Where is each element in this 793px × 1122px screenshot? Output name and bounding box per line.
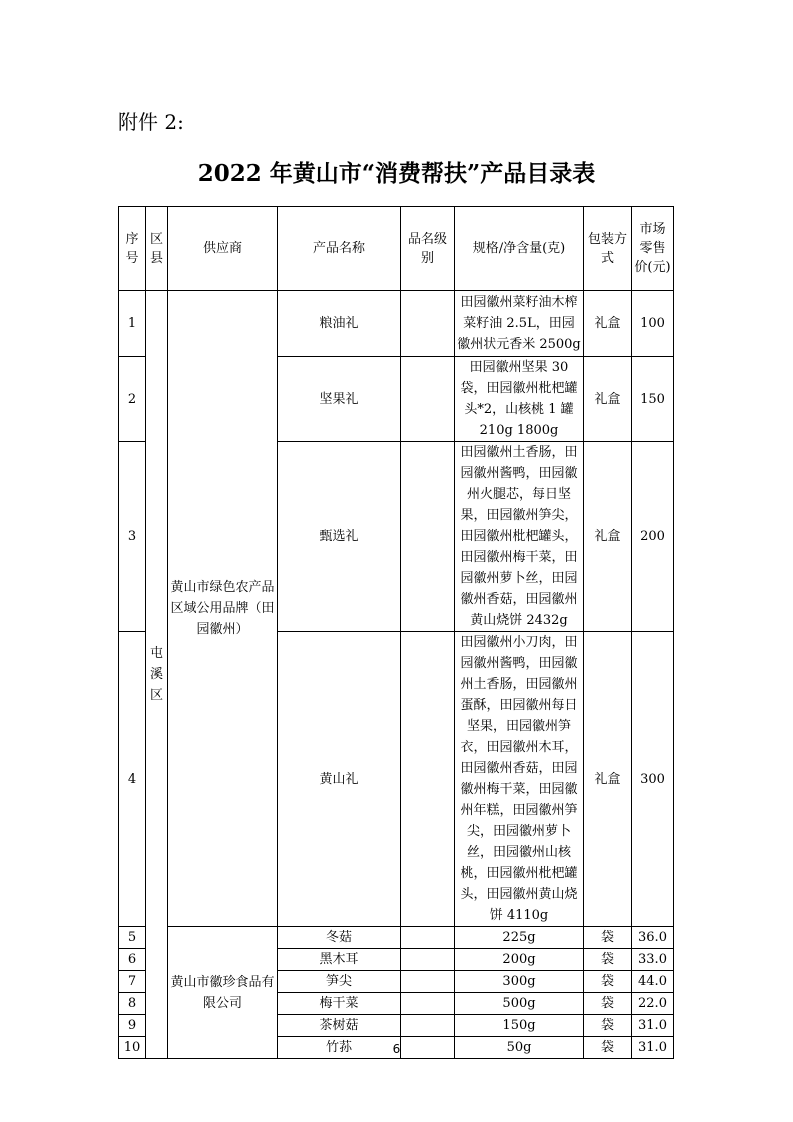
product-spec: 150g [455,1015,584,1037]
header-county: 区县 [146,207,168,291]
product-name: 黄山礼 [278,632,401,927]
product-spec: 300g [455,971,584,993]
row-no: 10 [119,1037,146,1059]
supplier-cell: 黄山市绿色农产品区域公用品牌（田园徽州） [168,291,278,927]
product-price: 31.0 [632,1037,674,1059]
product-price: 150 [632,357,674,442]
row-no: 7 [119,971,146,993]
product-pack: 袋 [584,993,632,1015]
supplier-cell: 黄山市徽珍食品有限公司 [168,927,278,1059]
header-product: 产品名称 [278,207,401,291]
header-supplier: 供应商 [168,207,278,291]
product-name: 冬菇 [278,927,401,949]
product-catalog-table [118,206,674,1059]
product-name: 梅干菜 [278,993,401,1015]
product-price: 200 [632,442,674,632]
product-level [401,632,455,927]
product-pack: 袋 [584,1015,632,1037]
row-no: 8 [119,993,146,1015]
product-level [401,291,455,357]
product-level [401,1015,455,1037]
product-price: 100 [632,291,674,357]
product-spec: 225g [455,927,584,949]
product-level [401,971,455,993]
product-price: 36.0 [632,927,674,949]
row-no: 4 [119,632,146,927]
page-title: 2022 年黄山市“消费帮扶”产品目录表 [197,160,596,187]
product-pack: 礼盒 [584,442,632,632]
product-pack: 礼盒 [584,632,632,927]
table-row [119,927,674,949]
product-price: 31.0 [632,1015,674,1037]
row-no: 2 [119,357,146,442]
row-no: 6 [119,949,146,971]
product-name: 茶树菇 [278,1015,401,1037]
product-name: 黑木耳 [278,949,401,971]
product-level [401,993,455,1015]
product-pack: 礼盒 [584,291,632,357]
product-pack: 袋 [584,1037,632,1059]
product-pack: 袋 [584,927,632,949]
product-level [401,927,455,949]
header-pack: 包装方式 [584,207,632,291]
product-name: 竹荪 [278,1037,401,1059]
product-spec: 200g [455,949,584,971]
product-name: 笋尖 [278,971,401,993]
row-no: 1 [119,291,146,357]
product-name: 粮油礼 [278,291,401,357]
row-no: 3 [119,442,146,632]
product-spec: 田园徽州小刀肉，田园徽州酱鸭，田园徽州土香肠，田园徽州蛋酥，田园徽州每日坚果，田园徽州笋衣，田园徽州木耳，田园徽州香菇，田园徽州梅干菜，田园徽州年糕，田园徽州笋尖，田园徽州萝卜丝，田园徽州山核桃，田园徽州枇杷罐头，田园徽州黄山烧饼 4110g [455,632,584,927]
header-seq: 序号 [119,207,146,291]
product-pack: 袋 [584,949,632,971]
product-level [401,357,455,442]
product-spec: 田园徽州菜籽油木榨菜籽油 2.5L，田园徽州状元香米 2500g [455,291,584,357]
header-price: 市场零售价(元) [632,207,674,291]
product-price: 33.0 [632,949,674,971]
attachment-label: 附件 2: [118,110,184,134]
table-header-row [119,207,674,291]
product-price: 44.0 [632,971,674,993]
header-level: 品名级别 [401,207,455,291]
product-name: 甄选礼 [278,442,401,632]
product-pack: 礼盒 [584,357,632,442]
row-no: 9 [119,1015,146,1037]
table-row [119,291,674,357]
header-spec: 规格/净含量(克) [455,207,584,291]
product-price: 300 [632,632,674,927]
product-level [401,442,455,632]
product-spec: 田园徽州土香肠，田园徽州酱鸭，田园徽州火腿芯，每日坚果，田园徽州笋尖，田园徽州枇杷罐头，田园徽州梅干菜，田园徽州萝卜丝，田园徽州香菇，田园徽州黄山烧饼 2432g [455,442,584,632]
county-cell: 屯溪区 [146,291,168,1059]
product-spec: 500g [455,993,584,1015]
product-name: 坚果礼 [278,357,401,442]
product-level [401,949,455,971]
product-spec: 田园徽州坚果 30 袋，田园徽州枇杷罐头*2，山核桃 1 罐 210g 1800g [455,357,584,442]
row-no: 5 [119,927,146,949]
product-pack: 袋 [584,971,632,993]
product-spec: 50g [455,1037,584,1059]
page-number: 6 [392,1042,401,1056]
product-price: 22.0 [632,993,674,1015]
